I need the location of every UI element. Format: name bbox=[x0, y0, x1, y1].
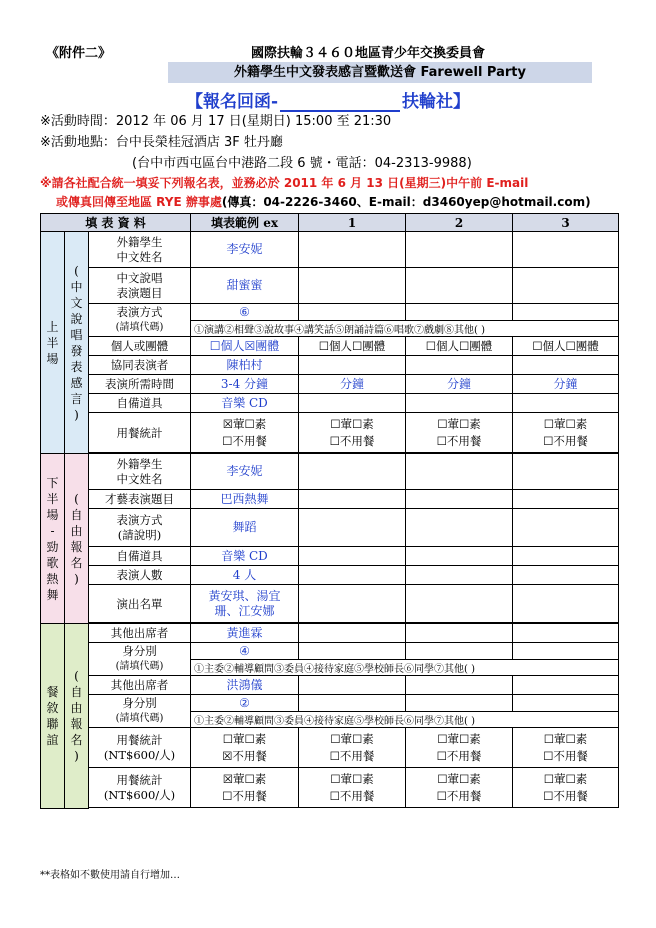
table-row bbox=[41, 585, 619, 623]
meal-checkbox-3[interactable]: ☐葷☐素 ☐不用餐 bbox=[513, 413, 619, 453]
table-row bbox=[41, 304, 619, 321]
other-attendee-3[interactable] bbox=[513, 676, 619, 695]
time-2[interactable]: 分鐘 bbox=[406, 375, 513, 394]
identity-2[interactable] bbox=[406, 643, 513, 660]
other-attendee-1[interactable] bbox=[299, 676, 406, 695]
student-name-1[interactable] bbox=[299, 454, 406, 490]
list-2[interactable] bbox=[406, 585, 513, 623]
form-title-left: 【報名回函- bbox=[185, 92, 279, 112]
form-title bbox=[0, 87, 656, 112]
partner-label: 協同表演者 bbox=[89, 356, 191, 375]
section3-left-label: 餐敘聯誼 bbox=[41, 624, 65, 809]
partner-example: 陳柏村 bbox=[191, 356, 299, 375]
mode-label: 表演方式 (請填代碼) bbox=[89, 304, 191, 337]
header-col-2: 2 bbox=[406, 214, 513, 232]
mode-example: ⑥ bbox=[191, 304, 299, 321]
table-row bbox=[41, 643, 619, 660]
meal-checkbox-3[interactable]: ☐葷☐素 ☐不用餐 bbox=[513, 728, 619, 768]
mode-1[interactable] bbox=[299, 304, 406, 321]
props-3[interactable] bbox=[513, 547, 619, 566]
event-time: ※活動時間：2012 年 06 月 17 日(星期日) 15:00 至 21:30 bbox=[40, 114, 392, 129]
identity-code-note: ①主委②輔導顧問③委員④接待家庭⑤學校師長⑥同學⑦其他( ) bbox=[191, 660, 619, 676]
meal-example: ☐葷☐素 ☒不用餐 bbox=[191, 728, 299, 768]
student-name-3[interactable] bbox=[513, 454, 619, 490]
meal-checkbox-1[interactable]: ☐葷☐素 ☐不用餐 bbox=[299, 768, 406, 808]
group-checkbox-3[interactable]: ☐個人☐團體 bbox=[513, 337, 619, 356]
meal-label: 用餐統計 (NT$600/人) bbox=[89, 728, 191, 768]
topic-1[interactable] bbox=[299, 268, 406, 304]
notice-line-2-text: 或傳真回傳至地區 RYE 辦事處 bbox=[56, 195, 222, 209]
table-row bbox=[41, 676, 619, 695]
header-col-3: 3 bbox=[513, 214, 619, 232]
student-name-2[interactable] bbox=[406, 232, 513, 268]
header-col-1: 1 bbox=[299, 214, 406, 232]
meal-checkbox-2[interactable]: ☐葷☐素 ☐不用餐 bbox=[406, 728, 513, 768]
notice-line-1: ※請各社配合統一填妥下列報名表，並務必於 2011 年 6 月 13 日(星期三)中午前 E-mail bbox=[40, 176, 529, 190]
table-row bbox=[41, 413, 619, 453]
partner-1[interactable] bbox=[299, 356, 406, 375]
identity-1[interactable] bbox=[299, 643, 406, 660]
registration-table bbox=[40, 213, 619, 809]
event-address: (台中市西屯區台中港路二段 6 號・電話：04-2313-9988) bbox=[132, 156, 472, 171]
table-row bbox=[41, 394, 619, 413]
meal-checkbox-3[interactable]: ☐葷☐素 ☐不用餐 bbox=[513, 768, 619, 808]
table-row bbox=[41, 728, 619, 768]
meal-example: ☒葷☐素 ☐不用餐 bbox=[191, 768, 299, 808]
section1-left-label: 上半場 bbox=[41, 232, 65, 454]
time-example: 3-4 分鐘 bbox=[191, 375, 299, 394]
partner-3[interactable] bbox=[513, 356, 619, 375]
talent-1[interactable] bbox=[299, 490, 406, 509]
list-1[interactable] bbox=[299, 585, 406, 623]
table-row bbox=[41, 547, 619, 566]
mode-label: 表演方式 (請說明) bbox=[89, 509, 191, 547]
mode-2[interactable] bbox=[406, 304, 513, 321]
notice-line-2 bbox=[56, 193, 591, 210]
identity-3[interactable] bbox=[513, 695, 619, 712]
topic-example: 甜蜜蜜 bbox=[191, 268, 299, 304]
table-row bbox=[41, 490, 619, 509]
identity-example: ④ bbox=[191, 643, 299, 660]
table-row bbox=[41, 695, 619, 712]
section1-right-label: (中文說唱發表感言) bbox=[65, 232, 89, 454]
other-attendee-1[interactable] bbox=[299, 624, 406, 643]
props-1[interactable] bbox=[299, 547, 406, 566]
mode-3[interactable] bbox=[513, 509, 619, 547]
section3-right-label: (自由報名) bbox=[65, 624, 89, 809]
section2-left-label: 下半場-勁歌熱舞 bbox=[41, 454, 65, 624]
talent-3[interactable] bbox=[513, 490, 619, 509]
identity-3[interactable] bbox=[513, 643, 619, 660]
table-row bbox=[41, 232, 619, 268]
student-name-label: 外籍學生 中文姓名 bbox=[89, 232, 191, 268]
props-2[interactable] bbox=[406, 547, 513, 566]
attachment-label: 《附件二》 bbox=[46, 46, 112, 61]
student-name-1[interactable] bbox=[299, 232, 406, 268]
identity-1[interactable] bbox=[299, 695, 406, 712]
table-row bbox=[41, 356, 619, 375]
talent-2[interactable] bbox=[406, 490, 513, 509]
list-example: 黃安琪、湯宜 珊、江安娜 bbox=[191, 585, 299, 623]
count-label: 表演人數 bbox=[89, 566, 191, 585]
identity-2[interactable] bbox=[406, 695, 513, 712]
time-3[interactable]: 分鐘 bbox=[513, 375, 619, 394]
other-attendee-example: 洪鴻儀 bbox=[191, 676, 299, 695]
fax-email-contact: (傳真：04-2226-3460、E-mail：d3460yep@hotmail.com) bbox=[221, 195, 591, 209]
table-row bbox=[41, 509, 619, 547]
props-1[interactable] bbox=[299, 394, 406, 413]
other-attendee-example: 黃進霖 bbox=[191, 624, 299, 643]
student-name-3[interactable] bbox=[513, 232, 619, 268]
student-name-example: 李安妮 bbox=[191, 454, 299, 490]
table-row bbox=[41, 768, 619, 808]
props-3[interactable] bbox=[513, 394, 619, 413]
table-row bbox=[41, 454, 619, 490]
other-attendee-2[interactable] bbox=[406, 676, 513, 695]
time-label: 表演所需時間 bbox=[89, 375, 191, 394]
meal-label: 用餐統計 (NT$600/人) bbox=[89, 768, 191, 808]
talent-label: 才藝表演題目 bbox=[89, 490, 191, 509]
table-row bbox=[41, 566, 619, 585]
organization-title: 國際扶輪３４６０地區青少年交換委員會 bbox=[250, 46, 485, 61]
mode-example: 舞蹈 bbox=[191, 509, 299, 547]
table-row bbox=[41, 268, 619, 304]
meal-example: ☒葷☐素 ☐不用餐 bbox=[191, 413, 299, 453]
props-2[interactable] bbox=[406, 394, 513, 413]
meal-checkbox-2[interactable]: ☐葷☐素 ☐不用餐 bbox=[406, 413, 513, 453]
props-label: 自備道具 bbox=[89, 547, 191, 566]
list-label: 演出名單 bbox=[89, 585, 191, 623]
count-example: 4 人 bbox=[191, 566, 299, 585]
meal-checkbox-1[interactable]: ☐葷☐素 ☐不用餐 bbox=[299, 728, 406, 768]
other-attendee-3[interactable] bbox=[513, 624, 619, 643]
count-1[interactable] bbox=[299, 566, 406, 585]
footer-note: **表格如不數使用請自行增加… bbox=[40, 870, 180, 881]
identity-label: 身分別 (請填代碼) bbox=[89, 643, 191, 676]
other-attendee-label: 其他出席者 bbox=[89, 624, 191, 643]
count-3[interactable] bbox=[513, 566, 619, 585]
mode-1[interactable] bbox=[299, 509, 406, 547]
topic-label: 中文說唱 表演題目 bbox=[89, 268, 191, 304]
table-row bbox=[41, 337, 619, 356]
header-row bbox=[41, 214, 619, 232]
event-subtitle: 外籍學生中文發表感言暨歡送會 Farewell Party bbox=[168, 62, 592, 83]
identity-example: ② bbox=[191, 695, 299, 712]
props-example: 音樂 CD bbox=[191, 547, 299, 566]
topic-3[interactable] bbox=[513, 268, 619, 304]
group-checkbox-2[interactable]: ☐個人☐團體 bbox=[406, 337, 513, 356]
header-fill-info: 填 表 資 料 bbox=[41, 214, 191, 232]
props-label: 自備道具 bbox=[89, 394, 191, 413]
meal-label: 用餐統計 bbox=[89, 413, 191, 453]
student-name-example: 李安妮 bbox=[191, 232, 299, 268]
section2-right-label: (自由報名) bbox=[65, 454, 89, 624]
header-example: 填表範例 ex bbox=[191, 214, 299, 232]
time-1[interactable]: 分鐘 bbox=[299, 375, 406, 394]
meal-checkbox-1[interactable]: ☐葷☐素 ☐不用餐 bbox=[299, 413, 406, 453]
mode-3[interactable] bbox=[513, 304, 619, 321]
student-name-label: 外籍學生 中文姓名 bbox=[89, 454, 191, 490]
partner-2[interactable] bbox=[406, 356, 513, 375]
topic-2[interactable] bbox=[406, 268, 513, 304]
other-attendee-2[interactable] bbox=[406, 624, 513, 643]
count-2[interactable] bbox=[406, 566, 513, 585]
group-checkbox-1[interactable]: ☐個人☐團體 bbox=[299, 337, 406, 356]
table-row bbox=[41, 624, 619, 643]
student-name-2[interactable] bbox=[406, 454, 513, 490]
other-attendee-label: 其他出席者 bbox=[89, 676, 191, 695]
talent-example: 巴西熱舞 bbox=[191, 490, 299, 509]
table-row bbox=[41, 375, 619, 394]
identity-label: 身分別 (請填代碼) bbox=[89, 695, 191, 728]
event-location: ※活動地點：台中長榮桂冠酒店 3F 牡丹廳 bbox=[40, 135, 283, 150]
mode-2[interactable] bbox=[406, 509, 513, 547]
form-title-right: 扶輪社】 bbox=[402, 92, 471, 112]
identity-code-note: ①主委②輔導顧問③委員④接待家庭⑤學校師長⑥同學⑦其他( ) bbox=[191, 712, 619, 728]
props-example: 音樂 CD bbox=[191, 394, 299, 413]
group-label: 個人或團體 bbox=[89, 337, 191, 356]
group-example: ☐個人☒團體 bbox=[191, 337, 299, 356]
meal-checkbox-2[interactable]: ☐葷☐素 ☐不用餐 bbox=[406, 768, 513, 808]
list-3[interactable] bbox=[513, 585, 619, 623]
mode-code-note: ①演講②相聲③說故事④講笑話⑤朗誦詩篇⑥唱歌⑦戲劇⑧其他( ) bbox=[191, 321, 619, 337]
